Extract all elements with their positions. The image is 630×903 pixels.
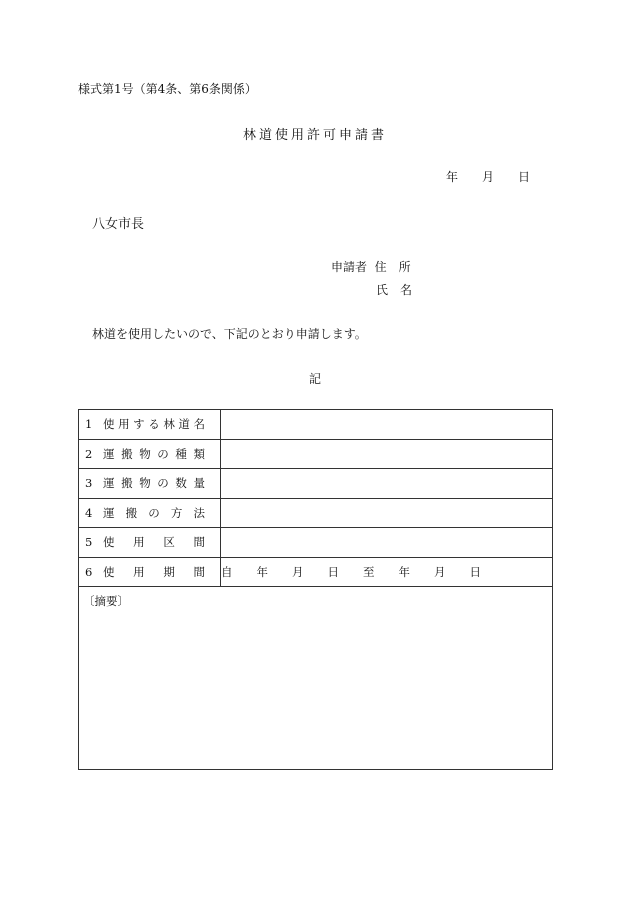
applicant-address-line	[331, 258, 411, 275]
table-row	[79, 410, 553, 440]
row-label: 運搬の方法	[103, 505, 205, 520]
date-year-label: 年	[446, 170, 459, 184]
row-label-cell	[79, 557, 221, 587]
row-label-cell	[79, 439, 221, 469]
period-day1-label: 日	[327, 564, 339, 579]
row-number: 6	[85, 564, 93, 579]
forest-road-name-field[interactable]	[221, 410, 553, 440]
cargo-type-field[interactable]	[221, 439, 553, 469]
period-from-label: 自	[221, 564, 233, 579]
row-number: 3	[85, 476, 93, 491]
row-label-cell	[79, 528, 221, 558]
date-line	[446, 168, 530, 185]
transport-method-field[interactable]	[221, 498, 553, 528]
row-label: 使用区間	[103, 535, 205, 550]
period-to-label: 至	[363, 564, 375, 579]
row-label-cell	[79, 469, 221, 499]
table-row	[79, 469, 553, 499]
applicant-label: 申請者	[331, 260, 368, 274]
period-month1-label: 月	[292, 564, 304, 579]
document-title: 林道使用許可申請書	[242, 128, 387, 143]
date-day-label: 日	[518, 170, 531, 184]
row-number: 4	[85, 505, 93, 520]
date-month-label: 月	[482, 170, 495, 184]
period-month2-label: 月	[434, 564, 446, 579]
row-label: 使用期間	[103, 564, 205, 579]
form-number: 様式第1号（第4条、第6条関係）	[78, 82, 257, 96]
row-number: 5	[85, 535, 93, 550]
period-day2-label: 日	[469, 564, 481, 579]
address-label: 住 所	[374, 260, 411, 274]
table-row	[79, 528, 553, 558]
addressee: 八女市長	[92, 217, 145, 232]
cargo-quantity-field[interactable]	[221, 469, 553, 499]
ki-heading: 記	[308, 372, 321, 386]
row-label-cell	[79, 410, 221, 440]
period-year1-label: 年	[256, 564, 268, 579]
row-label-cell	[79, 498, 221, 528]
remarks-row	[79, 587, 553, 770]
applicant-name-line	[376, 281, 412, 298]
table-row	[79, 498, 553, 528]
row-number: 2	[85, 446, 93, 461]
application-table	[78, 409, 553, 770]
table-row	[79, 557, 553, 587]
period-year2-label: 年	[398, 564, 410, 579]
row-label: 運搬物の数量	[103, 476, 205, 491]
table-row	[79, 439, 553, 469]
body-text: 林道を使用したいので、下記のとおり申請します。	[92, 327, 367, 341]
row-label: 運搬物の種類	[103, 446, 205, 461]
row-label: 使用する林道名	[103, 417, 205, 432]
name-label: 氏 名	[376, 283, 413, 297]
usage-period-field[interactable]	[221, 557, 553, 587]
remarks-label: 〔摘要〕	[83, 594, 129, 608]
usage-section-field[interactable]	[221, 528, 553, 558]
remarks-field[interactable]	[79, 587, 553, 770]
row-number: 1	[85, 417, 93, 432]
